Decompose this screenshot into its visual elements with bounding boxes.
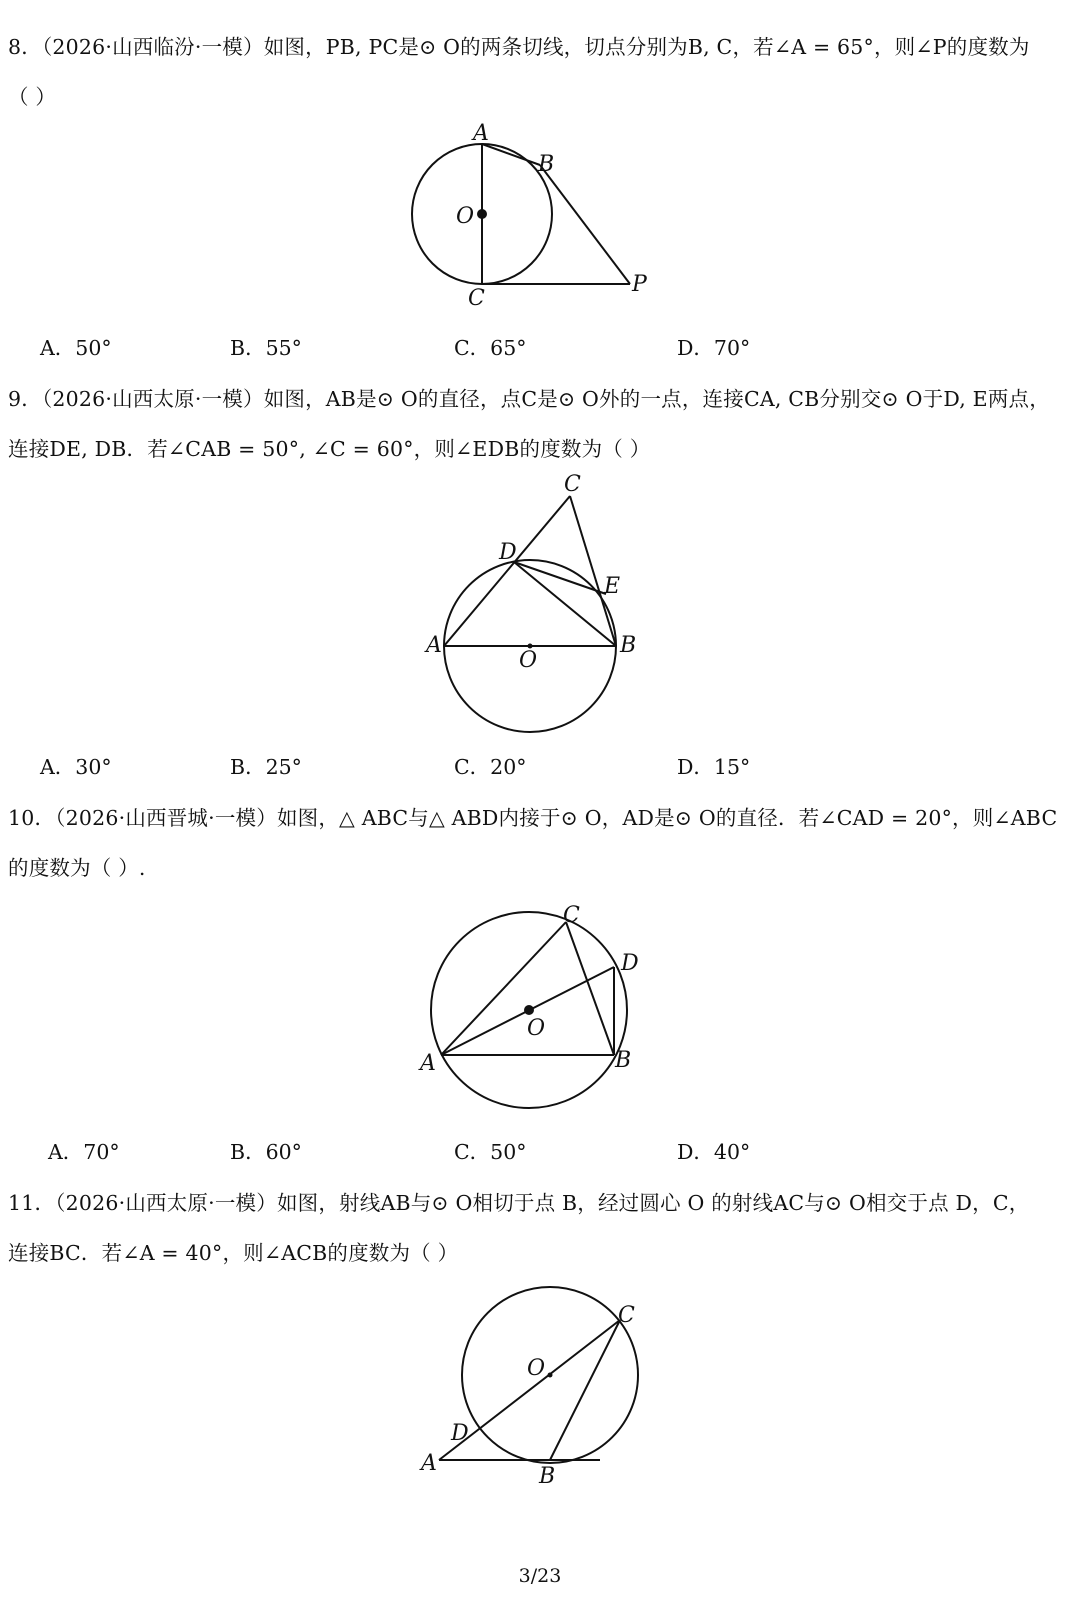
q9-label-c: C xyxy=(564,472,581,497)
q9-text-line1: 9．（2026·山西太原·一模）如图，AB是⊙ O的直径，点C是⊙ O外的一点，连接CA, CB分别交⊙ O于D, E两点， xyxy=(8,387,1050,411)
q8-figure xyxy=(400,118,670,310)
q9-label-d: D xyxy=(499,540,517,565)
q9-text-line2: 连接DE, DB．若∠CAB = 50°, ∠C = 60°，则∠EDB的度数为（ ） xyxy=(8,437,651,461)
q9-label-o: O xyxy=(519,648,538,673)
q10-option-a: A．70° xyxy=(48,1140,120,1164)
q9-label-e: E xyxy=(604,574,621,599)
q9-option-c: C．20° xyxy=(454,755,527,779)
q10-label-o: O xyxy=(527,1016,546,1041)
page-number: 3/23 xyxy=(518,1565,562,1587)
q9-option-b: B．25° xyxy=(230,755,302,779)
q8-option-c: C．65° xyxy=(454,336,527,360)
q8-label-a: A xyxy=(473,121,489,146)
q8-label-c: C xyxy=(468,286,485,310)
q10-figure xyxy=(412,896,652,1112)
q11-text-line1: 11．（2026·山西太原·一模）如图，射线AB与⊙ O相切于点 B，经过圆心 O 的射线AC与⊙ O相交于点 D，C， xyxy=(8,1191,1030,1215)
q10-label-d: D xyxy=(621,951,639,976)
q10-label-c: C xyxy=(563,903,580,928)
q10-text-line2: 的度数为（ ）. xyxy=(8,856,146,880)
q9-figure xyxy=(420,468,650,736)
q8-label-p: P xyxy=(632,272,647,297)
q8-option-d: D．70° xyxy=(677,336,751,360)
q8-label-o: O xyxy=(456,204,475,229)
q8-text-line1: 8．（2026·山西临汾·一模）如图，PB, PC是⊙ O的两条切线，切点分别为B, C，若∠A = 65°，则∠P的度数为 xyxy=(8,35,1030,59)
q8-text-line2: （ ） xyxy=(8,85,57,109)
q11-label-o: O xyxy=(527,1356,546,1381)
q11-label-d: D xyxy=(451,1421,469,1446)
q11-text-line2: 连接BC．若∠A = 40°，则∠ACB的度数为（ ） xyxy=(8,1241,459,1265)
q8-option-a: A．50° xyxy=(40,336,112,360)
q8-option-b: B．55° xyxy=(230,336,302,360)
q9-label-a: A xyxy=(426,633,442,658)
q11-label-a: A xyxy=(421,1451,437,1476)
q9-label-b: B xyxy=(620,633,637,658)
q9-option-a: A．30° xyxy=(40,755,112,779)
q11-figure xyxy=(415,1280,665,1492)
q10-option-b: B．60° xyxy=(230,1140,302,1164)
q10-label-a: A xyxy=(420,1051,436,1076)
q11-label-c: C xyxy=(618,1303,635,1328)
q10-text-line1: 10．（2026·山西晋城·一模）如图，△ ABC与△ ABD内接于⊙ O，AD是⊙ O的直径．若∠CAD = 20°，则∠ABC xyxy=(8,806,1058,830)
q10-option-d: D．40° xyxy=(677,1140,751,1164)
q9-option-d: D．15° xyxy=(677,755,751,779)
q10-label-b: B xyxy=(615,1048,632,1073)
q8-label-b: B xyxy=(538,152,555,177)
q10-option-c: C．50° xyxy=(454,1140,527,1164)
q11-label-b: B xyxy=(539,1464,556,1489)
